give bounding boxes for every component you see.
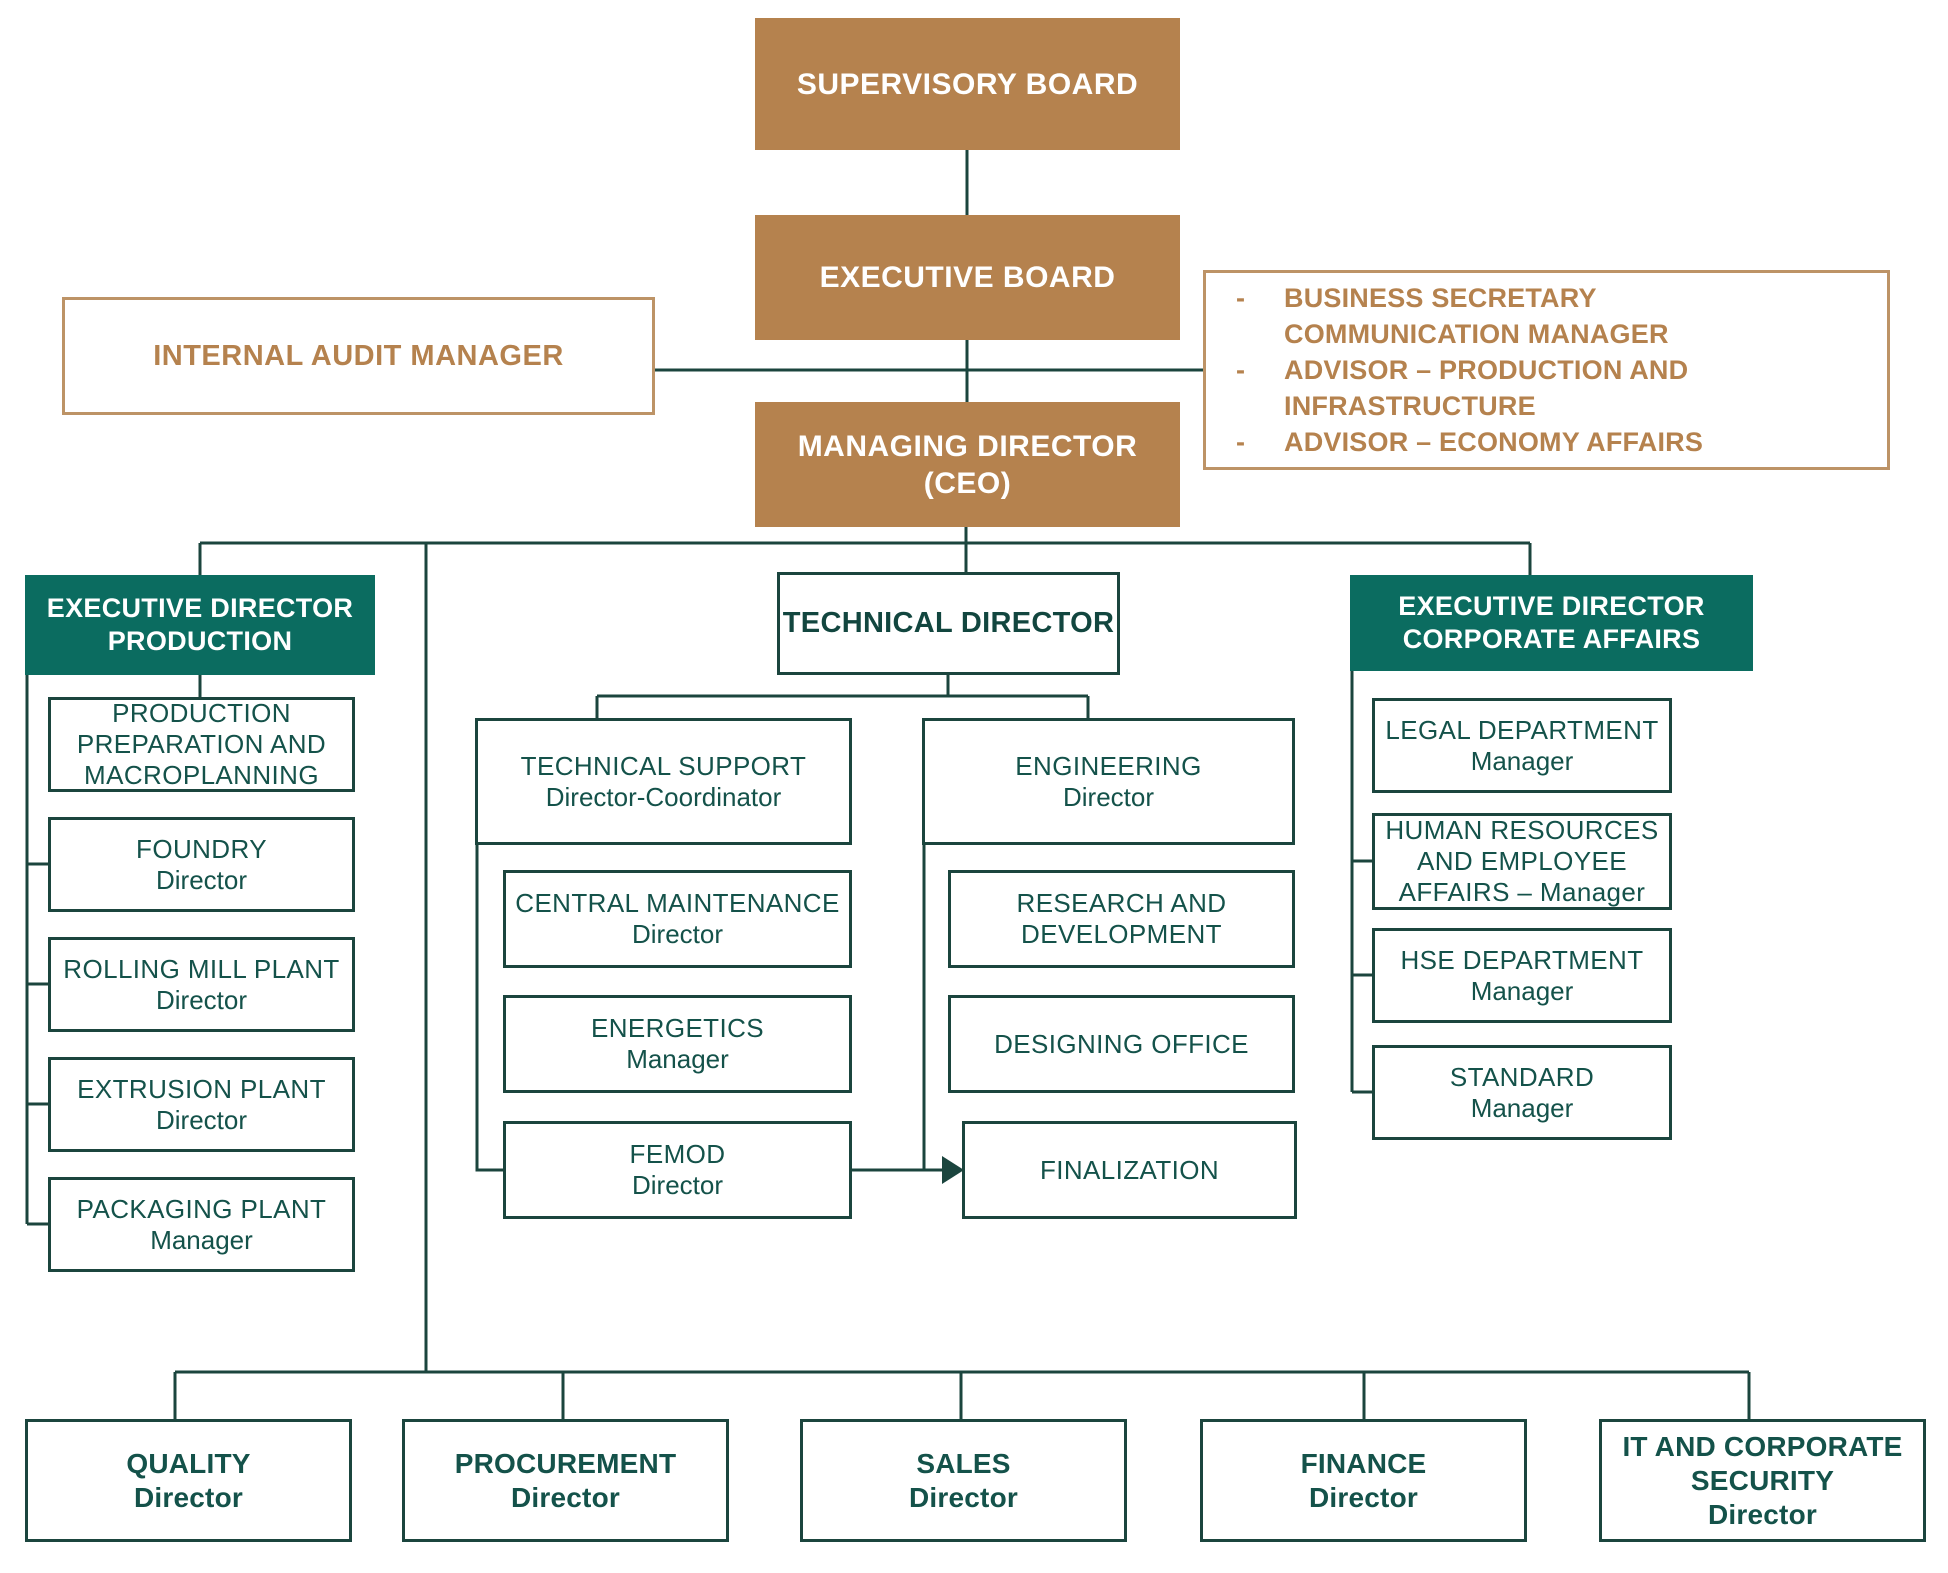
node-title: EXTRUSION PLANT [77,1073,326,1104]
node-energetics [503,995,852,1093]
advisor-label: ADVISOR – PRODUCTION AND INFRASTRUCTURE [1284,355,1689,421]
node-finalization [962,1121,1297,1219]
advisor-label: ADVISOR – ECONOMY AFFAIRS [1284,427,1704,457]
node-title: ENERGETICS [590,1013,765,1043]
node-title: RESEARCH AND DEVELOPMENT [1016,888,1227,949]
node-title: ENGINEERING [1015,750,1202,781]
node-subtitle: Manager [626,1044,729,1074]
node-procurement [402,1419,729,1542]
node-title: SALES [916,1447,1011,1479]
node-title: PACKAGING PLANT [76,1193,327,1224]
node-extrusion-plant [48,1057,355,1152]
arrow-head [942,1156,964,1184]
node-supervisory-board [755,18,1180,150]
node-central-maintenance [503,870,852,968]
node-human-resources [1372,813,1672,910]
dash-bullet: - [1236,355,1245,385]
node-executive-director-corporate-affairs [1350,575,1753,671]
node-title: DESIGNING OFFICE [994,1028,1249,1059]
node-it-and-corporate-security [1599,1419,1926,1542]
node-hse-department [1372,928,1672,1023]
node-internal-audit-manager [62,297,655,415]
node-title: FINALIZATION [1039,1154,1220,1185]
node-designing-office [948,995,1295,1093]
node-subtitle: Director [1062,781,1154,812]
node-technical-director [777,572,1120,675]
line-technical-support-spine [477,845,503,1170]
node-research-and-development [948,870,1295,968]
line-bottom-rail [175,1372,1749,1419]
node-title: PROCUREMENT [454,1447,677,1479]
node-subtitle: Director [631,919,723,949]
node-executive-director-production [25,575,375,675]
node-quality [25,1419,352,1542]
dash-bullet: - [1236,283,1245,313]
node-executive-board [755,215,1180,340]
node-legal-department [1372,698,1672,793]
node-finance [1200,1419,1527,1542]
node-technical-support [475,718,852,845]
node-subtitle: Director [155,984,247,1015]
node-title: STANDARD [1449,1061,1595,1092]
node-subtitle: Director [511,1481,620,1513]
node-title: ROLLING MILL PLANT [63,953,340,984]
node-subtitle: Manager [1470,1092,1574,1123]
node-subtitle: Director [631,1170,723,1200]
advisor-label: BUSINESS SECRETARY COMMUNICATION MANAGER [1284,283,1669,349]
node-title: FOUNDRY [136,833,267,864]
node-title: PRODUCTION PREPARATION AND MACROPLANNING [76,698,327,790]
node-title: HUMAN RESOURCES AND EMPLOYEE AFFAIRS – Manager [1385,815,1659,907]
node-subtitle: Director-Coordinator [545,781,782,812]
node-title: FINANCE [1300,1447,1427,1479]
node-title: TECHNICAL SUPPORT [520,750,807,781]
node-title: IT AND CORPORATE SECURITY [1622,1430,1903,1496]
node-rolling-mill-plant [48,937,355,1032]
line-main-split [200,543,1530,575]
advisor-item [1236,280,1867,352]
node-title: LEGAL DEPARTMENT [1385,714,1659,745]
advisor-item [1236,424,1867,460]
node-subtitle: Director [1309,1481,1418,1513]
node-subtitle: Director [909,1481,1018,1513]
node-title-line2: (CEO) [923,466,1012,500]
node-subtitle: Manager [150,1224,253,1255]
node-subtitle: Director [155,864,247,895]
node-title: CENTRAL MAINTENANCE [515,888,840,918]
node-title: INTERNAL AUDIT MANAGER [153,339,564,372]
node-title: EXECUTIVE DIRECTOR CORPORATE AFFAIRS [1398,591,1705,654]
line-technical-split [597,675,1088,718]
node-title-line1: MANAGING DIRECTOR [797,429,1138,463]
node-subtitle: Director [1708,1498,1817,1530]
node-title: FEMOD [629,1139,726,1169]
node-subtitle: Director [134,1481,243,1513]
node-advisors [1203,270,1890,470]
node-production-preparation [48,697,355,792]
node-subtitle: Manager [1470,975,1574,1006]
node-title: SUPERVISORY BOARD [796,67,1139,101]
dash-bullet: - [1236,427,1245,457]
node-sales [800,1419,1127,1542]
node-subtitle: Director [155,1104,247,1135]
node-packaging-plant [48,1177,355,1272]
advisor-item [1236,352,1867,424]
node-engineering [922,718,1295,845]
node-subtitle: Manager [1470,745,1574,776]
node-managing-director-ceo [755,402,1180,527]
line-corporate-branch [1352,671,1372,1092]
node-title: QUALITY [126,1447,251,1479]
node-title: TECHNICAL DIRECTOR [782,607,1115,639]
node-title: HSE DEPARTMENT [1400,944,1644,975]
node-femod [503,1121,852,1219]
node-foundry [48,817,355,912]
node-standard [1372,1045,1672,1140]
node-title: EXECUTIVE DIRECTOR PRODUCTION [46,593,354,656]
node-title: EXECUTIVE BOARD [819,261,1116,294]
